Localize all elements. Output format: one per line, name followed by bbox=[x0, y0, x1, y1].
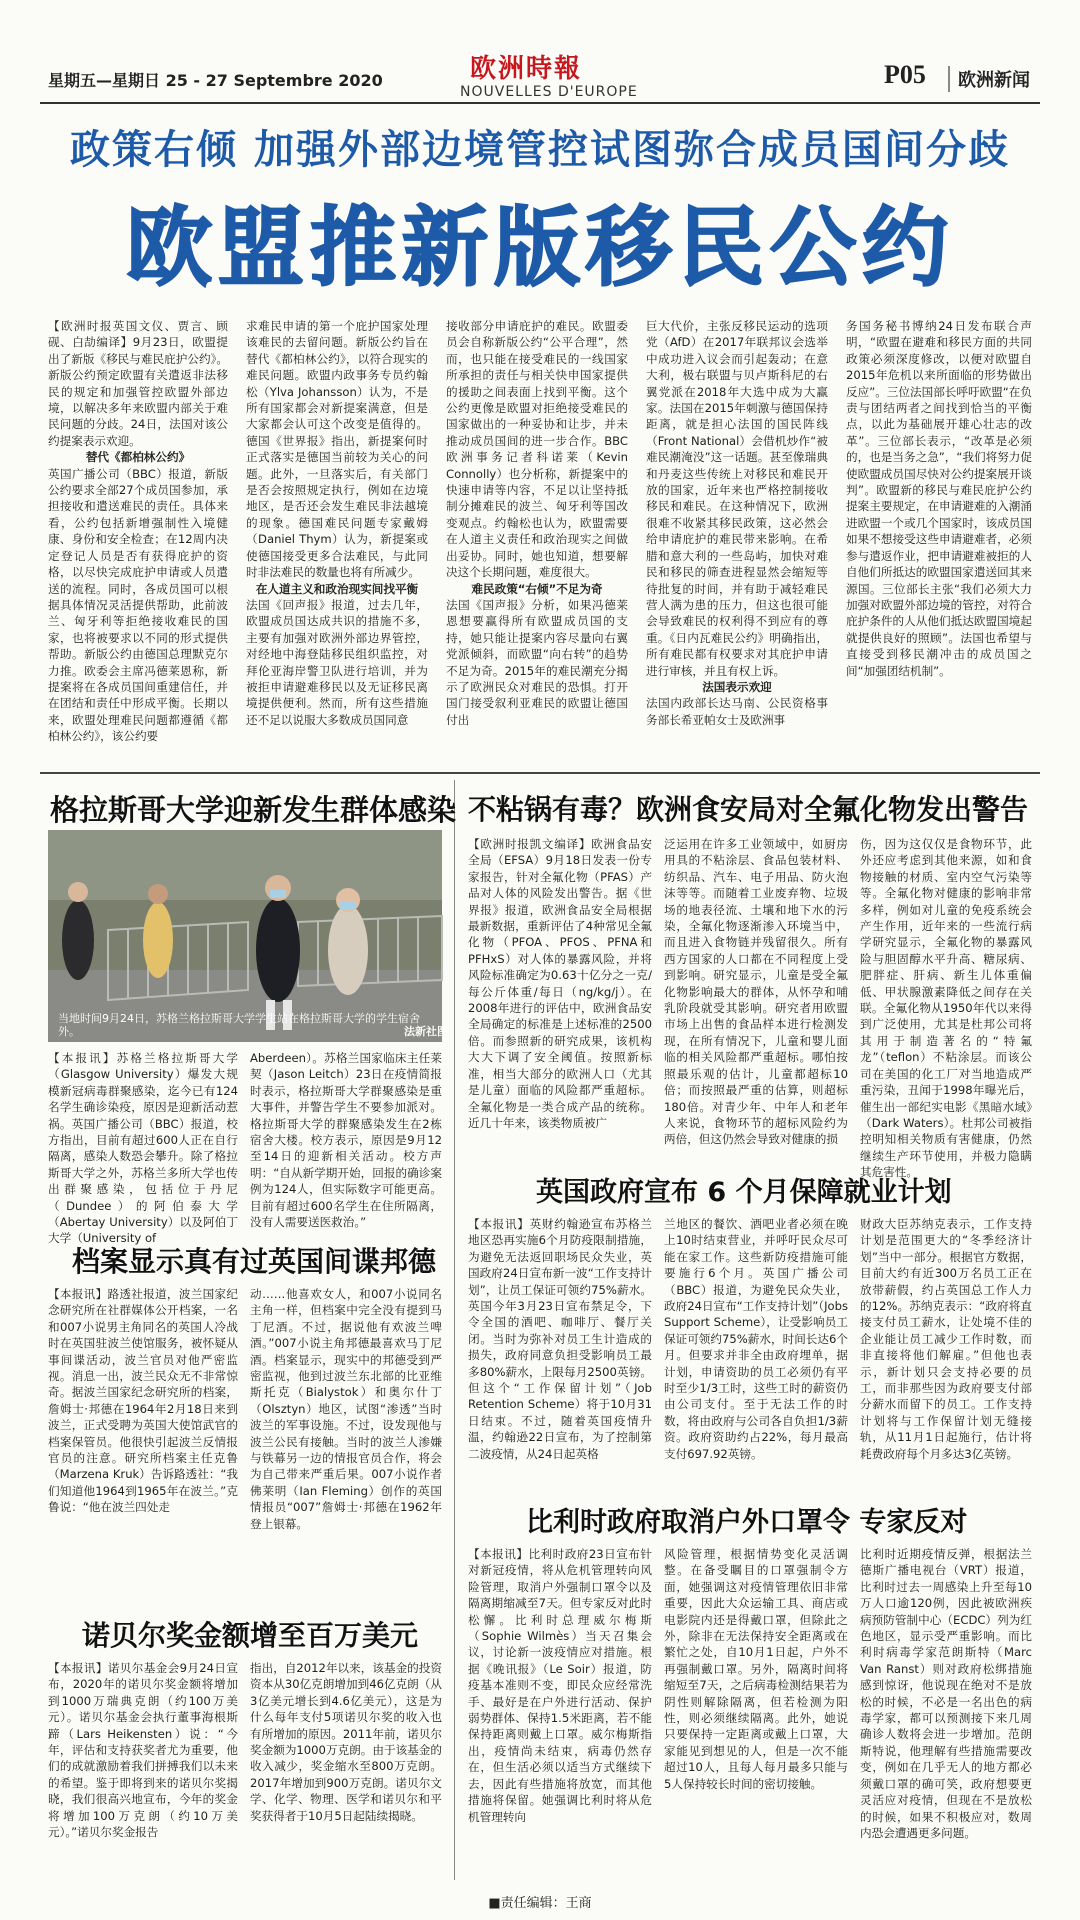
lead-column-1 bbox=[48, 318, 228, 754]
lead-column-5 bbox=[846, 318, 1032, 754]
column-divider bbox=[454, 780, 455, 1880]
header-rule bbox=[40, 102, 1040, 104]
glasgow-column-2: Aberdeen）。苏格兰国家临床主任莱契（Jason Leitch）23日在疫情简报时表示，格拉斯哥大学群聚感染是重大事件，并警告学生不要参加派对。格拉斯哥大学的群聚感染发生在2栋宿舍大楼。校方表示，原因是9月12至14日的迎新相关活动。校方声明：“自从新学期开始，回报的确诊案例为124人，但实际数字可能更高。目前有超过600名学生在住所隔离，没有人需要送医救治。” bbox=[250, 1051, 442, 1230]
editor-credit: ■责任编辑：王商 bbox=[488, 1896, 592, 1911]
glasgow-column-1: 【本报讯】苏格兰格拉斯哥大学（Glasgow University）爆发大规模新冠病毒群聚感染，迄今已有124名学生确诊染疫，原因是迎新活动惹祸。英国广播公司（BBC）报道，校方指出，目前有超过600人正在自行隔离，感染人数恐会攀升。除了格拉斯哥大学之外，苏格兰多所大学也传出群聚感染，包括位于丹尼（Dundee）的阿伯泰大学（Abertay University）以及阿伯丁大学（University of bbox=[48, 1051, 238, 1246]
lead-column-3 bbox=[446, 318, 628, 754]
jobs-column-3: 财政大臣苏纳克表示，工作支持计划是范围更大的“冬季经济计划”当中一部分。根据官方数据，目前大约有近300万名员工正在放带薪假，约占英国总工作人力的12%。苏纳克表示：“政府将直接支付员工薪水，让处境不佳的企业能让员工减少工作时数，而非直接将他们解雇。”但他也表示，新计划只会支持必要的员工，而非那些因为政府要支付部分薪水而留下的员工。工作支持计划将与工作保留计划无缝接轨，从11月1日起施行，估计将耗费政府每个月多达3亿英镑。 bbox=[860, 1217, 1032, 1461]
lead-col1-intro: 【欧洲时报英国文仪、贾言、顾砚、白劼编译】9月23日，欧盟提出了新版《移民与难民庇护公约》。新版公约预定欧盟有关遣返非法移民的规定和加强管控欧盟外部边境，以解决多年来欧盟内部关于难民问题的分歧。24日，法国对该公约提案表示欢迎。 bbox=[48, 319, 228, 448]
nobel-column-2: 指出，自2012年以来，该基金的投资资本从30亿克朗增加到46亿克朗（从3亿美元增长到4.6亿美元），这是为什么每年支付5项诺贝尔奖的收入也有所增加的原因。2011年前，诺贝尔奖金额为1000万克朗。由于该基金的收入减少，奖金缩水至800万克朗。2017年增加到900万克朗。诺贝尔文学、化学、物理、医学和诺贝尔和平奖获得者于10月5日起陆续揭晓。 bbox=[250, 1661, 442, 1823]
photo-credit: 法新社图 bbox=[404, 1025, 448, 1038]
masks-column-3: 比利时近期疫情反弹，根据法兰德斯广播电视台（VRT）报道，比利时过去一周感染上升至每10万人口逾120例，因此被欧洲疾病预防管制中心（ECDC）列为红色地区，显示受严重影响。而比利时病毒学家范朗斯特（Marc Van Ranst）则对政府松绑措施感到惊讶，他说现在绝对不是放松的时候，不必是一名出色的病毒学家，都可以预测接下来几周确诊人数将会进一步增加。范朗斯特说，他理解有些措施需要改变，例如在几乎无人的地方都必须戴口罩的确可笑，政府想要更灵活应对疫情，但现在不是放松的时候，如果不积极应对，数周内恐会遭遇更多问题。 bbox=[860, 1547, 1032, 1840]
lead-col3-subhead: 难民政策“右倾”不足为奇 bbox=[471, 581, 603, 596]
jobs-column-2: 兰地区的餐饮、酒吧业者必须在晚上10时结束营业，并呼吁民众尽可能在家工作。这些新防疫措施可能要施行6个月。英国广播公司（BBC）报道，为避免民众失业，政府24日宣布“工作支持计划”（Jobs Support Scheme），让受影响员工保证可领约75%薪水，时间长达6个月。但要求并非全由政府埋单，据计划，申请资助的员工必须仍有平时至少1/3工时，这些工时的薪资仍由公司支付。至于无法工作的时数，将由政府与公司各自负担1/3薪资。政府资助约占22%，每月最高支付697.92英镑。 bbox=[664, 1217, 849, 1461]
nobel-headline: 诺贝尔奖金额增至百万美元 bbox=[82, 1619, 419, 1652]
jobs-column-1: 【本报讯】英财约翰逊宣布苏格兰地区恐再实施6个月防疫限制措施，为避免无法返回职场民众失业，英国政府24日宣布新一波“工作支持计划”，让员工保证可领约75%薪水。英国今年3月23日宣布禁足令，下令全国的酒吧、咖啡厅、餐厅关闭。当时为弥补对员工生计造成的损失，政府同意负担受影响员工最多80%薪水，上限每月2500英镑。但这个“工作保留计划”（Job Retention Scheme）将于10月31日结束。不过，随着英国疫情升温，约翰逊22日宣布，为了控制第二波疫情，从24日起英格 bbox=[468, 1217, 652, 1461]
pfas-column-2: 泛运用在许多工业领域中，如厨房用具的不粘涂层、食品包装材料、纺织品、汽车、电子用品、防火泡沫等等。而随着工业废弃物、垃圾场的地表径流、土壤和地下水的污染，全氟化物逐渐渗入环境当中，而且进入食物链并残留很久。所有西方国家的人口都在不同程度上受到影响。研究显示，儿童是受全氟化物影响最大的群体，从怀孕和哺乳阶段就受其影响。研究者用欧盟市场上出售的食品样本进行检测发现，在所有情况下，儿童和婴儿面临的相关风险都严重超标。哪怕按照最乐观的估计，儿童都超标10倍；而按照最严重的估算，则超标180倍。对青少年、中年人和老年人来说，食物环节的超标风险约为两倍，但这仍然会导致对健康的损 bbox=[664, 837, 848, 1147]
jobs-headline: 英国政府宣布 6 个月保障就业计划 bbox=[536, 1177, 952, 1208]
lead-divider bbox=[40, 772, 1040, 774]
students-photo bbox=[48, 830, 442, 1042]
students-photo-illustration bbox=[48, 830, 442, 1042]
lead-col1-subhead: 替代《都柏林公约》 bbox=[85, 450, 191, 465]
lead-col4-body: 巨大代价，主张反移民运动的选项党（AfD）在2017年联邦议会选举中成功进入议会而引起轰动；在意大利，极右联盟与贝卢斯科尼的右翼党派在2018年大选中成为大赢家。法国在2015年刺激与德国保持距离，就是担心法国的国民阵线（Front National）会借机炒作“被难民潮淹没”这一话题。甚至像瑞典和丹麦这些传统上对移民和难民开放的国家，近年来也严格控制接收移民和难民。在这种情况下，欧洲很难不收紧其移民政策，这必然会给申请庇护的难民带来影响。在希腊和意大利的一些岛屿，加快对难民和移民的筛查进程显然会缩短等待批复的时间，并有助于减轻难民营人满为患的压力，但这也很可能会导致难民的权利得不到应有的尊重。《日内瓦难民公约》明确指出，所有难民都有权要求对其庇护申请进行审核，并且有权上诉。 bbox=[646, 319, 828, 678]
masks-headline: 比利时政府取消户外口罩令 专家反对 bbox=[526, 1507, 968, 1538]
lead-col2-body: 求难民申请的第一个庇护国家处理该难民的去留问题。新版公约旨在替代《都柏林公约》，以符合现实的难民问题。欧盟内政事务专员约翰松（Ylva Johansson）认为，不是所有国家都会对新提案满意，但是大家都会认可这个改变是值得的。德国《世界报》指出，新提案何时正式落实是德国当前较为关心的问题。此外，一旦落实后，有关部门是否会按照规定执行，例如在边境地区，是否还会发生难民非法越境的现象。德国难民问题专家戴姆（Daniel Thym）认为，新提案或使德国接受更多合法难民，与此同时非法难民的数量也将有所减少。 bbox=[246, 319, 428, 580]
lead-headline: 欧盟推新版移民公约 bbox=[126, 198, 954, 298]
lead-col1-body: 英国广播公司（BBC）报道，新版公约要求全部27个成员国参加，承担接收和遣送难民的责任。具体来看，公约包括新增强制性入境健康、身份和安全检查；在12周内决定登记人员是否有获得庇护的资格，以尽快完成庇护申请或人员遣送的流程。同时，各成员国可以根据具体情况灵活提供帮助，此前波兰、匈牙利等拒绝接收难民的国家，也将被要求以不同的形式提供帮助。新版公约由德国总理默克尔力推。欧委会主席冯德莱恩称，新提案将在各成员国间重建信任，并在团结和责任中形成平衡。长期以来，欧盟处理难民问题都遵循《都柏林公约》，该公约要 bbox=[48, 466, 228, 744]
pfas-column-3: 伤，因为这仅仅是食物环节，此外还应考虑到其他来源，如和食物接触的材质、室内空气污染等等。全氟化物对健康的影响非常多样，例如对儿童的免疫系统会产生作用，近年来的一些流行病学研究显示，全氟化物的暴露风险与胆固醇水平升高、糖尿病、肥胖症、肝病、新生儿体重偏低、甲状腺激素降低之间存在关联。全氟化物从1950年代以来得到广泛使用，尤其是杜邦公司将其用于制造著名的“特氟龙”（teflon）不粘涂层。而该公司在美国的化工厂对当地造成严重污染，丑闻于1998年曝光后，催生出一部纪实电影《黑暗水域》（Dark Waters）。杜邦公司被指控明知相关物质有害健康，仍然继续生产环节使用，并极力隐瞒其危害性。 bbox=[860, 837, 1032, 1180]
masthead-subtitle: NOUVELLES D'EUROPE bbox=[460, 84, 638, 100]
masks-column-2: 风险管理，根据情势变化灵活调整。在备受瞩目的口罩强制令方面，她强调这对疫情管理依旧非常重要，因此大众运输工具、商店或电影院内还是得戴口罩，但除此之外，除非在无法保持安全距离或在繁忙之处，自10月1日起，户外不再强制戴口罩。另外，隔离时间将缩短至7天，之后病毒检测结果若为阴性则解除隔离，但若检测为阳性，则必须继续隔离。此外，她说只要保持一定距离或戴上口罩，大家能见到想见的人，但是一次不能超过10人，且每人每月最多只能与5人保持较长时间的密切接触。 bbox=[664, 1547, 848, 1791]
spy-column-2: 动……他喜欢女人，和007小说同名主角一样，但档案中完全没有提到马丁尼酒。不过，据说他有欢波兰啤酒。”007小说主角邦德最喜欢马丁尼酒。档案显示，现实中的邦德受到严密监视，他到过波兰东北部的比亚维斯托克（Bialystok）和奥尔什丁（Olsztyn）地区，试图“渗透”当时波兰的军事设施。不过，设发现他与波兰公民有接触。当时的波兰人渗嫌与铁幕另一边的情报官员合作，将会为自己带来严重后果。007小说作者佛莱明（Ian Fleming）创作的英国情报员“007”詹姆士·邦德在1962年登上银幕。 bbox=[250, 1287, 442, 1531]
lead-col2-subhead: 在人道主义和政治现实间找平衡 bbox=[255, 581, 419, 596]
spy-column-1: 【本报讯】路透社报道，波兰国家纪念研究所在社群媒体公开档案，一名和007小说男主角同名的英国人冷战时在英国驻波兰使馆服务，被怀疑从事间谍活动，波兰官员对他严密监视。消息一出，波兰民众无不非常惊奇。据波兰国家纪念研究所的档案，詹姆士·邦德在1964年2月18日来到波兰，正式受聘为英国大使馆武官的档案保管员。他很快引起波兰反情报官员的注意。研究所档案主任克鲁（Marzena Kruk）告诉路透社：“我们知道他1964到1965年在波兰。”克鲁说：“他在波兰四处走 bbox=[48, 1287, 239, 1515]
glasgow-headline: 格拉斯哥大学迎新发生群体感染 bbox=[50, 793, 457, 827]
masthead-logo: 欧洲時報 bbox=[470, 54, 583, 84]
lead-col2-body-b: 法国《回声报》报道，过去几年，欧盟成员国达成共识的措施不多，主要有加强对欧洲外部边界管控，对经地中海登陆移民组织监控，对拜伦亚海岸警卫队进行培训，并为被拒申请避难移民以及无证移民离境提供便利。然而，所有这些措施还不足以说服大多数成员国同意 bbox=[246, 597, 428, 727]
lead-col3-body-b: 法国《国声报》分析，如果冯德莱恩想要赢得所有欧盟成员国的支持，她只能让提案内容尽量向右翼党派倾斜，而欧盟“向右转”的趋势不足为奇。2015年的难民潮充分揭示了欧洲民众对难民的恐惧。打开国门接受叙利亚难民的欧盟让德国付出 bbox=[446, 597, 628, 727]
masks-column-1: 【本报讯】比利时政府23日宣布针对新冠疫情，将从危机管理转向风险管理，取消户外强制口罩令以及隔离期缩减至7天。但专家反对此时松懈。比利时总理威尔梅斯（Sophie Wilmès）当天召集会议，讨论新一波疫情应对措施。根据《晚讯报》（Le Soir）报道，防疫基本准则不变，即民众应经常洗手、最好是在户外进行活动、保护弱势群体、保持1.5米距离，若不能保持距离则戴上口罩。威尔梅斯指出，疫情尚未结束，病毒仍然存在，但生活必须以适当方式继续下去，因此有些措施将放宽，而其他措施将保留。她强调比利时将从危机管理转向 bbox=[468, 1547, 652, 1824]
photo-caption bbox=[58, 1012, 448, 1038]
lead-col4-subhead: 法国表示欢迎 bbox=[702, 679, 772, 694]
photo-caption-text: 当地时间9月24日，苏格兰格拉斯哥大学学生站在格拉斯哥大学的学生宿舍外。 bbox=[58, 1012, 420, 1038]
issue-date: 星期五—星期日 25 - 27 Septembre 2020 bbox=[48, 71, 383, 90]
pfas-column-1: 【欧洲时报凯文编译】欧洲食品安全局（EFSA）9月18日发表一份专家报告，针对全氟化物（PFAS）产品对人体的风险发出警告。据《世界报》报道，欧洲食品安全局根据最新数据，重新评估了4种常见全氟化物（PFOA、PFOS、PFNA和PFHxS）对人体的暴露风险，并将风险标准确定为0.63十亿分之一克/每公斤体重/每日（ng/kg/j）。在2008年进行的评估中，欧洲食品安全局确定的标准是上述标准的2500倍。而参照新的研究成果，该机构大大下调了安全阈值。按照新标准，相当大部分的欧洲人口（尤其是儿童）面临的风险都严重超标。全氟化物是一类合成产品的统称。近几十年来，该类物质被广 bbox=[468, 837, 652, 1130]
pfas-headline: 不粘锅有毒？欧洲食安局对全氟化物发出警告 bbox=[468, 793, 1029, 826]
lead-column-2 bbox=[246, 318, 428, 754]
page-header bbox=[0, 0, 1080, 108]
spy-headline: 档案显示真有过英国间谍邦德 bbox=[72, 1245, 437, 1278]
page-number: P05 bbox=[884, 60, 926, 89]
lead-column-4 bbox=[646, 318, 828, 754]
lead-col3-body: 接收部分申请庇护的难民。欧盟委员会自称新版公约“公平合理”，然而，也只能在接受难民的一线国家所承担的责任与相关快申国家提供的援助之间表面上找到平衡。这个公约更像是欧盟对拒绝接受难民的国家做出的一种妥协和让步，并未推动成员国间的进一步合作。BBC欧洲事务记者科诺莱（Kevin Connolly）也分析称，新提案中的快速申请等内容，不足以让坚持抵制分摊难民的波兰、匈牙利等国改变观点。约翰松也认为，欧盟需要在人道主义责任和政治现实之间做出妥协。同时，她也知道，想要解决这个长期问题，难度很大。 bbox=[446, 319, 628, 580]
section-name: 欧洲新闻 bbox=[948, 66, 1030, 92]
lead-col5-body: 务国务秘书博纳24日发布联合声明，“欧盟在避难和移民方面的共同政策必须深度修改，以便对欧盟自2015年危机以来所面临的形势做出反应”。三位法国部长呼吁欧盟“在负责与团结两者之间找到恰当的平衡点，以此为基础展开雄心壮志的改革”。三位部长表示，“改革是必须的，也是当务之急”，“我们将努力促使欧盟成员国尽快对公约提案展开谈判”。欧盟新的移民与难民庇护公约提案主要规定，在申请避难的入潮涌进欧盟一个或几个国家时，该成员国如果不想接受这些申请避难者，必须参与遣返作业，把申请避难被拒的人自他们所抵达的欧盟国家遣送回其来源国。三位部长主张“我们必须大力加强对欧盟外部边境的管控，对符合庇护条件的人从他们抵达欧盟国境起就提供良好的照顾”。法国也希望与直接受到移民潮冲击的成员国之间“加强团结机制”。 bbox=[846, 319, 1032, 678]
nobel-column-1: 【本报讯】诺贝尔基金会9月24日宣布，2020年的诺贝尔奖金额将增加到1000万瑞典克朗（约100万美元）。诺贝尔基金会执行董事海根斯蹄（Lars Heikensten）说：“今年，评估和支持获奖者尤为重要，他们的成就激励着我们拼搏我们以未来的希望。鉴于即将到来的诺贝尔奖揭晓，我们很高兴地宣布，今年的奖金将增加100万克朗（约10万美元）。”诺贝尔奖金报告 bbox=[48, 1661, 238, 1840]
lead-subheadline: 政策右倾 加强外部边境管控试图弥合成员国间分歧 bbox=[70, 126, 1010, 173]
lead-col4-body-b: 法国内政部长达马南、公民资格事务部长希亚帕女士及欧洲事 bbox=[646, 696, 828, 727]
